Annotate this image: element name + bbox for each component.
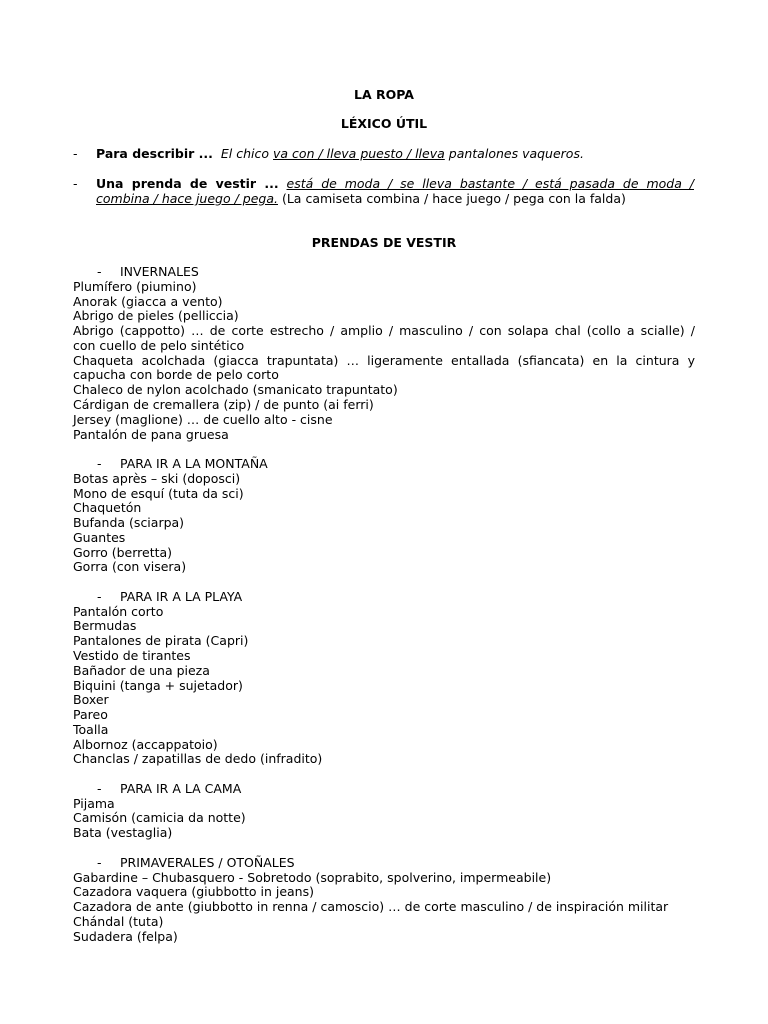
list-item: Abrigo de pieles (pelliccia): [73, 308, 239, 323]
list-item: Cárdigan de cremallera (zip) / de punto (ai ferri): [73, 397, 374, 412]
list-item: Vestido de tirantes: [73, 648, 191, 663]
list-item: Anorak (giacca a vento): [73, 294, 223, 309]
list-item: Pantalón corto: [73, 604, 164, 619]
list-item: Bata (vestaglia): [73, 825, 173, 840]
group-title-montana: PARA IR A LA MONTAÑA: [120, 456, 268, 471]
list-item: Chaqueta acolchada (giacca trapuntata) … ligeramente entallada (sfiancata) en la cintura y: [73, 353, 695, 368]
section-title: PRENDAS DE VESTIR: [311, 235, 457, 250]
list-item: Pareo: [73, 707, 108, 722]
list-item: Bufanda (sciarpa): [73, 515, 185, 530]
list-item: Biquini (tanga + sujetador): [73, 678, 243, 693]
bullet-describe-pre: El chico: [220, 146, 270, 161]
list-item: Plumífero (piumino): [73, 279, 197, 294]
list-item: Gorra (con visera): [73, 559, 187, 574]
list-item: Gorro (berretta): [73, 545, 173, 560]
list-item: Bermudas: [73, 618, 137, 633]
bullet-dash: -: [73, 146, 78, 161]
list-item: Chaleco de nylon acolchado (smanicato trapuntato): [73, 382, 398, 397]
list-item: Botas après – ski (doposci): [73, 471, 241, 486]
list-item: Sudadera (felpa): [73, 929, 178, 944]
list-item: Mono de esquí (tuta da sci): [73, 486, 244, 501]
bullet-garment-label: Una prenda de vestir ...: [96, 176, 279, 191]
list-item: Jersey (maglione) … de cuello alto - cisne: [73, 412, 333, 427]
list-item: capucha con borde de pelo corto: [73, 367, 279, 382]
list-item: Chándal (tuta): [73, 914, 164, 929]
list-item: Pijama: [73, 796, 115, 811]
bullet-describe-label: Para describir ...: [96, 146, 213, 161]
list-item: Chaquetón: [73, 500, 142, 515]
list-item: Albornoz (accappatoio): [73, 737, 218, 752]
list-item: Camisón (camicia da notte): [73, 810, 246, 825]
page-subtitle: LÉXICO ÚTIL: [340, 116, 428, 131]
bullet-garment-line2: [96, 191, 694, 206]
bullet-garment-underlined-2: combina / hace juego / pega.: [96, 191, 278, 206]
group-dash: -: [97, 855, 102, 870]
list-item: Pantalones de pirata (Capri): [73, 633, 249, 648]
bullet-dash: -: [73, 176, 78, 191]
group-title-primaverales: PRIMAVERALES / OTOÑALES: [120, 855, 295, 870]
bullet-describe-underlined: va con / lleva puesto / lleva: [273, 146, 445, 161]
bullet-garment-underlined-1: está de moda / se lleva bastante / está pasada de moda /: [286, 176, 694, 191]
bullet-garment-line1: [96, 176, 694, 191]
group-dash: -: [97, 456, 102, 471]
list-item: Pantalón de pana gruesa: [73, 427, 229, 442]
list-item: Abrigo (cappotto) … de corte estrecho / amplio / masculino / con solapa chal (collo a scialle) /: [73, 323, 695, 338]
list-item: Cazadora vaquera (giubbotto in jeans): [73, 884, 314, 899]
bullet-describe-post: pantalones vaqueros.: [448, 146, 584, 161]
group-title-playa: PARA IR A LA PLAYA: [120, 589, 243, 604]
list-item: con cuello de pelo sintético: [73, 338, 245, 353]
bullet-describe: [96, 146, 696, 161]
bullet-garment-example: (La camiseta combina / hace juego / pega con la falda): [281, 191, 626, 206]
list-item: Chanclas / zapatillas de dedo (infradito): [73, 751, 323, 766]
list-item: Cazadora de ante (giubbotto in renna / camoscio) … de corte masculino / de inspiración militar: [73, 899, 669, 914]
list-item: Boxer: [73, 692, 109, 707]
group-dash: -: [97, 264, 102, 279]
group-dash: -: [97, 589, 102, 604]
page-title: LA ROPA: [354, 87, 414, 102]
list-item: Bañador de una pieza: [73, 663, 210, 678]
group-title-cama: PARA IR A LA CAMA: [120, 781, 242, 796]
list-item: Toalla: [73, 722, 109, 737]
list-item: Gabardine – Chubasquero - Sobretodo (soprabito, spolverino, impermeabile): [73, 870, 552, 885]
group-title-invernales: INVERNALES: [120, 264, 199, 279]
group-dash: -: [97, 781, 102, 796]
list-item: Guantes: [73, 530, 126, 545]
